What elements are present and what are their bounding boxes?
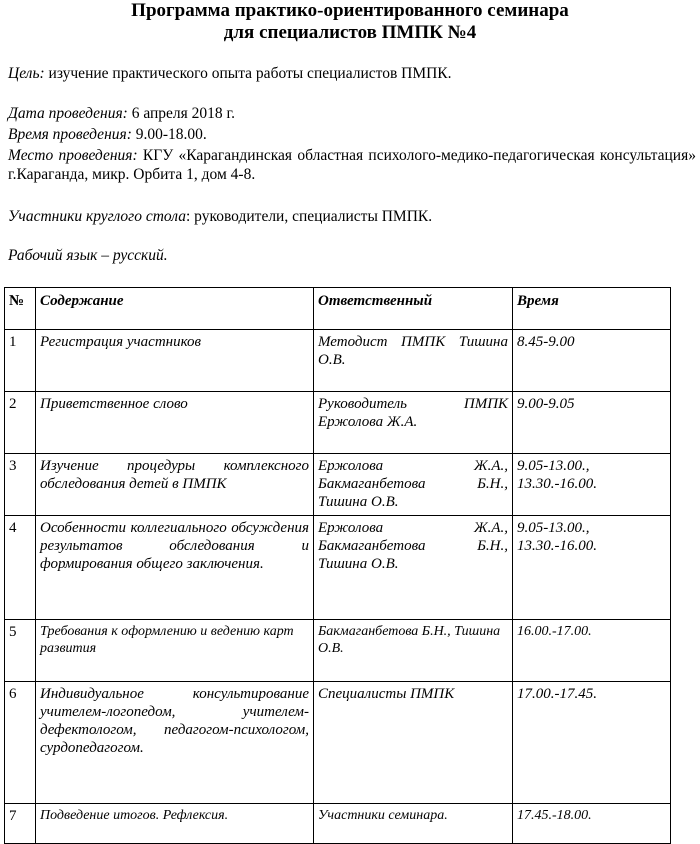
- row-responsible: Бакмаганбетова Б.Н., Тишина О.В.: [314, 620, 513, 682]
- date-text: 6 апреля 2018 г.: [127, 105, 236, 122]
- row-responsible: Специалисты ПМПК: [314, 682, 513, 804]
- place-label: Место проведения:: [8, 147, 138, 164]
- row-responsible: Ержолова Ж.А., Бакмаганбетова Б.Н., Тишина О.В.: [314, 454, 513, 516]
- row-content: Изучение процедуры комплексного обследования детей в ПМПК: [36, 454, 314, 516]
- header-time: Время: [513, 288, 671, 330]
- language-line: Рабочий язык – русский.: [8, 247, 168, 264]
- document-title: [0, 0, 700, 44]
- place-text: КГУ «Карагандинская областная психолого-медико-педагогическая консультация» г.Караганда, микр. Орбита 1, дом 4-8.: [8, 147, 696, 183]
- title-line-1: Программа практико-ориентированного семинара: [131, 0, 569, 21]
- date-label: Дата проведения:: [8, 105, 128, 122]
- table-row: [5, 330, 671, 392]
- row-time: 9.05-13.00., 13.30.-16.00.: [513, 454, 671, 516]
- header-responsible: Ответственный: [314, 288, 513, 330]
- row-responsible: Ержолова Ж.А., Бакмаганбетова Б.Н., Тишина О.В.: [314, 516, 513, 620]
- row-time: 9.00-9.05: [513, 392, 671, 454]
- place-line: [8, 146, 696, 184]
- participants-text: : руководители, специалисты ПМПК.: [186, 208, 433, 225]
- row-time: 17.00.-17.45.: [513, 682, 671, 804]
- participants-line: [8, 207, 696, 226]
- row-num: 3: [5, 454, 36, 516]
- title-line-2: для специалистов ПМПК №4: [223, 22, 477, 43]
- table-row: [5, 682, 671, 804]
- table-row: [5, 620, 671, 682]
- row-num: 2: [5, 392, 36, 454]
- row-time: 16.00.-17.00.: [513, 620, 671, 682]
- table-row: [5, 454, 671, 516]
- goal-label: Цель:: [8, 65, 45, 82]
- table-row: [5, 516, 671, 620]
- row-num: 6: [5, 682, 36, 804]
- table-header-row: [5, 288, 671, 330]
- table-row: [5, 392, 671, 454]
- row-num: 4: [5, 516, 36, 620]
- row-responsible: Методист ПМПК Тишина О.В.: [314, 330, 513, 392]
- row-time: 17.45.-18.00.: [513, 804, 671, 844]
- row-num: 1: [5, 330, 36, 392]
- program-table: [4, 287, 671, 844]
- header-num: №: [5, 288, 36, 330]
- row-time: 9.05-13.00., 13.30.-16.00.: [513, 516, 671, 620]
- row-content: Подведение итогов. Рефлексия.: [36, 804, 314, 844]
- row-responsible: Участники семинара.: [314, 804, 513, 844]
- row-content: Регистрация участников: [36, 330, 314, 392]
- participants-label: Участники круглого стола: [8, 208, 186, 225]
- table-row: [5, 804, 671, 844]
- row-num: 7: [5, 804, 36, 844]
- row-num: 5: [5, 620, 36, 682]
- goal-text: изучение практического опыта работы специалистов ПМПК.: [44, 65, 452, 82]
- time-label: Время проведения:: [8, 126, 132, 143]
- row-content: Индивидуальное консультирование учителем-логопедом, учителем-дефектологом, педагогом-психологом, сурдопедагогом.: [36, 682, 314, 804]
- row-responsible: Руководитель ПМПК Ержолова Ж.А.: [314, 392, 513, 454]
- row-content: Особенности коллегиального обсуждения результатов обследования и формирования общего заключения.: [36, 516, 314, 620]
- row-content: Требования к оформлению и ведению карт развития: [36, 620, 314, 682]
- time-line: [8, 125, 696, 144]
- time-text: 9.00-18.00.: [131, 126, 207, 143]
- header-content: Содержание: [36, 288, 314, 330]
- row-content: Приветственное слово: [36, 392, 314, 454]
- row-time: 8.45-9.00: [513, 330, 671, 392]
- date-line: [8, 104, 696, 123]
- goal-line: [8, 64, 696, 83]
